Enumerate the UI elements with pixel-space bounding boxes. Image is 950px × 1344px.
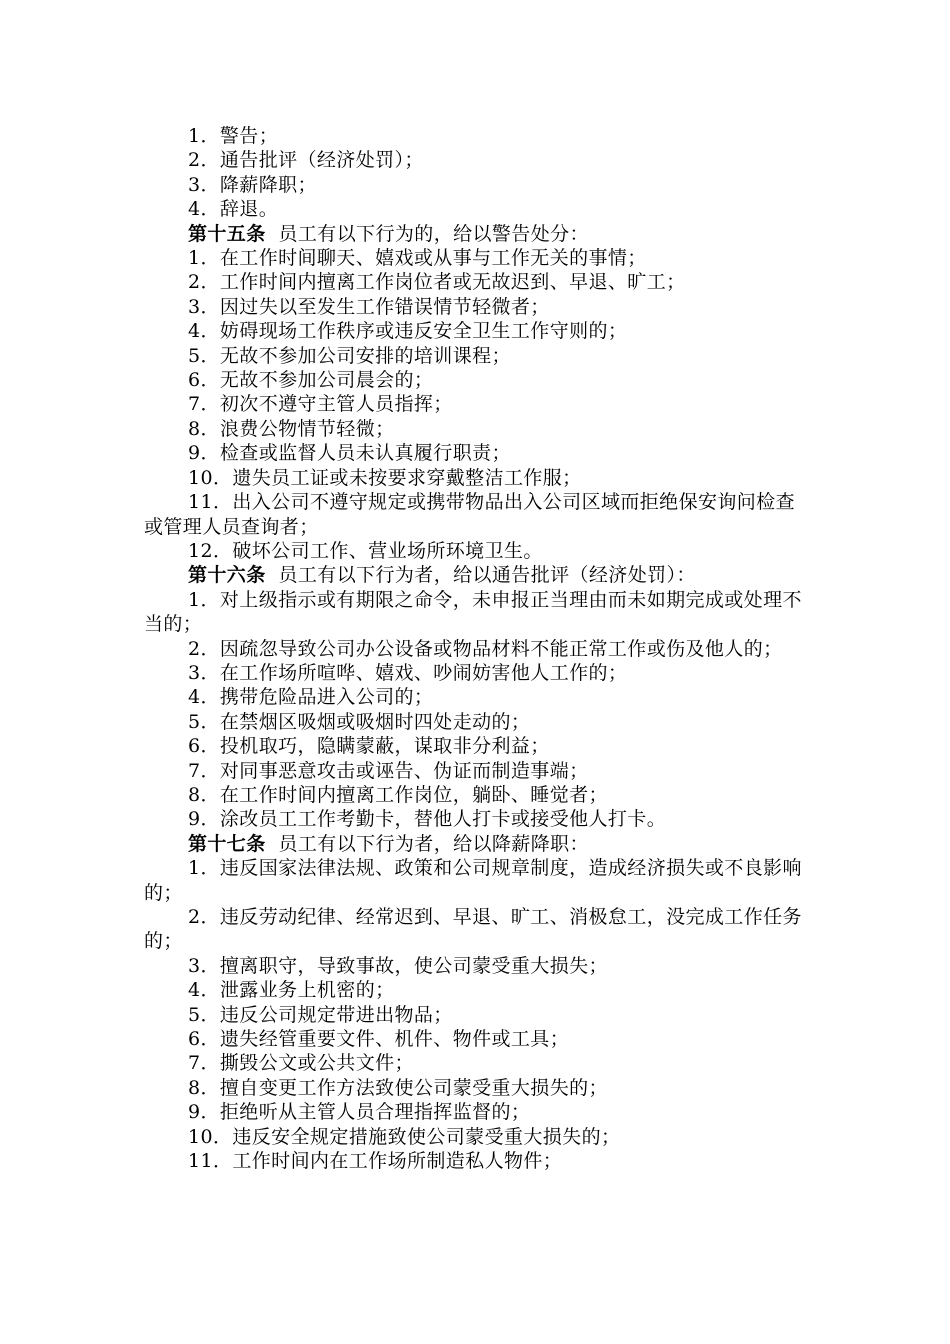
list-item: 11．工作时间内在工作场所制造私人物件； [188,1150,563,1173]
list-item: 6．遗失经管重要文件、机件、物件或工具； [188,1028,570,1051]
list-item: 3．降薪降职； [188,173,317,196]
article-heading [144,832,808,856]
article-number: 第十七条 [188,832,266,855]
list-item: 6．投机取巧，隐瞒蒙蔽，谋取非分利益； [188,735,550,758]
list-item: 2．工作时间内擅离工作岗位者或无故迟到、早退、旷工； [188,271,686,294]
list-item: 4．泄露业务上机密的； [188,979,395,1002]
article-intro: 员工有以下行为者，给以降薪降职： [265,832,589,855]
list-item: 3．在工作场所喧哗、嬉戏、吵闹妨害他人工作的； [188,661,628,684]
list-item: 1．对上级指示或有期限之命令，未申报正当理由而未如期完成或处理不当的； [144,588,802,636]
list-item: 4．妨碍现场工作秩序或违反安全卫生工作守则的； [188,320,628,343]
list-item: 4．携带危险品进入公司的； [188,686,434,709]
list-item: 7．对同事恶意攻击或诬告、伪证而制造事端； [188,759,589,782]
list-item: 3．擅离职守，导致事故，使公司蒙受重大损失； [188,954,608,977]
list-item: 11．出入公司不遵守规定或携带物品出入公司区域而拒绝保安询问检查或管理人员查询者； [144,491,795,538]
article-number: 第十五条 [188,222,266,245]
list-item: 8．浪费公物情节轻微； [188,417,395,440]
list-item: 3．因过失以至发生工作错误情节轻微者； [188,295,550,318]
article-intro: 员工有以下行为的，给以警告处分： [265,222,589,245]
list-item: 9．拒绝听从主管人员合理指挥监督的； [188,1101,531,1124]
list-item: 5．在禁烟区吸烟或吸烟时四处走动的； [188,710,531,733]
list-item: 2．通告批评（经济处罚）； [188,149,424,172]
list-item: 9．涂改员工工作考勤卡，替他人打卡或接受他人打卡。 [188,808,667,831]
list-item: 7．撕毁公文或公共文件； [188,1052,414,1075]
list-item: 8．擅自变更工作方法致使公司蒙受重大损失的； [188,1076,608,1099]
list-item: 2．违反劳动纪律、经常迟到、早退、旷工、消极怠工，没完成工作任务的； [144,906,802,953]
list-item: 1．在工作时间聊天、嬉戏或从事与工作无关的事情； [188,247,647,270]
list-item: 10．遗失员工证或未按要求穿戴整洁工作服； [188,466,582,489]
list-item: 1．警告； [188,125,279,147]
article-heading [144,563,808,587]
list-item: 4．辞退。 [188,198,279,221]
article-15 [144,222,808,564]
list-item: 2．因疏忽导致公司办公设备或物品材料不能正常工作或伤及他人的； [188,637,783,660]
list-item: 5．无故不参加公司安排的培训课程； [188,344,511,367]
list-item: 12．破坏公司工作、营业场所环境卫生。 [188,539,543,562]
list-item: 1．违反国家法律法规、政策和公司规章制度，造成经济损失或不良影响的； [144,857,802,904]
list-item: 6．无故不参加公司晨会的； [188,369,434,392]
article-17 [144,832,808,1174]
article-number: 第十六条 [188,564,266,587]
article-intro: 员工有以下行为者，给以通告批评（经济处罚）： [265,564,696,587]
list-item: 8．在工作时间内擅离工作岗位，躺卧、睡觉者； [188,783,608,806]
document-body [144,124,808,1173]
list-item: 10．违反安全规定措施致使公司蒙受重大损失的； [188,1125,621,1148]
penalty-types-list [144,124,808,222]
list-item: 7．初次不遵守主管人员指挥； [188,393,453,416]
article-16 [144,563,808,831]
list-item: 9．检查或监督人员未认真履行职责； [188,442,511,465]
article-heading [144,222,808,246]
list-item: 5．违反公司规定带进出物品； [188,1003,453,1026]
